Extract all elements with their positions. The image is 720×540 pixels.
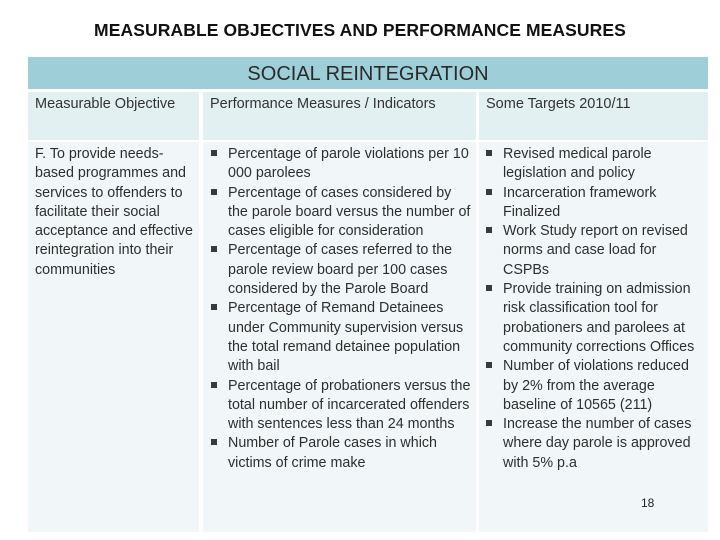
objective-text: F. To provide needs-based programmes and services to offenders to facilitate their social acceptance and effective reintegration into their communities: [35, 146, 193, 278]
bullet-icon: [486, 362, 492, 368]
bullet-icon: [211, 189, 217, 195]
list-item: [209, 184, 474, 242]
bullet-icon: [486, 227, 492, 233]
list-item: [484, 184, 706, 223]
measure-text: Percentage of parole violations per 10 000 parolees: [228, 146, 469, 182]
list-item: [484, 415, 706, 473]
bullet-icon: [486, 285, 492, 291]
target-text: Incarceration framework Finalized: [503, 184, 657, 220]
bullet-icon: [211, 304, 217, 310]
bullet-icon: [211, 150, 217, 156]
slide-title: MEASURABLE OBJECTIVES AND PERFORMANCE MEASURES: [94, 20, 626, 40]
bullet-icon: [486, 420, 492, 426]
measures-list: [209, 145, 474, 473]
target-text: Revised medical parole legislation and policy: [503, 146, 652, 182]
section-title: SOCIAL REINTEGRATION: [247, 62, 489, 85]
measure-text: Percentage of probationers versus the total number of incarcerated offenders with sentences less than 24 months: [228, 377, 471, 433]
measure-text: Percentage of Remand Detainees under Community supervision versus the total remand detainee population with bail: [228, 300, 464, 375]
column-header-measures: Performance Measures / Indicators: [210, 96, 436, 112]
list-item: [484, 280, 706, 357]
column-header-targets: Some Targets 2010/11: [486, 96, 631, 112]
bullet-icon: [486, 189, 492, 195]
page-number: 18: [641, 496, 655, 510]
list-item: [209, 241, 474, 299]
measure-text: Percentage of cases considered by the parole board versus the number of cases eligible for consideration: [228, 184, 471, 240]
list-item: [209, 299, 474, 376]
bullet-icon: [211, 382, 217, 388]
list-item: [209, 377, 474, 435]
list-item: [209, 434, 474, 473]
list-item: [209, 145, 474, 184]
measure-text: Number of Parole cases in which victims of crime make: [228, 435, 437, 471]
bullet-icon: [211, 246, 217, 252]
measure-text: Percentage of cases referred to the parole review board per 100 cases considered by the Parole Board: [228, 242, 453, 298]
target-text: Provide training on admission risk classification tool for probationers and parolees at community corrections Offices: [503, 281, 695, 355]
target-text: Number of violations reduced by 2% from the average baseline of 10565 (211): [503, 358, 689, 413]
target-text: Increase the number of cases where day parole is approved with 5% p.a: [503, 416, 692, 471]
target-text: Work Study report on revised norms and case load for CSPBs: [503, 223, 688, 278]
section-band: [28, 57, 708, 89]
column-header-objective: Measurable Objective: [35, 96, 176, 112]
bullet-icon: [211, 439, 217, 445]
bullet-icon: [486, 150, 492, 156]
list-item: [484, 222, 706, 280]
list-item: [484, 145, 706, 184]
list-item: [484, 357, 706, 415]
targets-list: [484, 145, 706, 473]
